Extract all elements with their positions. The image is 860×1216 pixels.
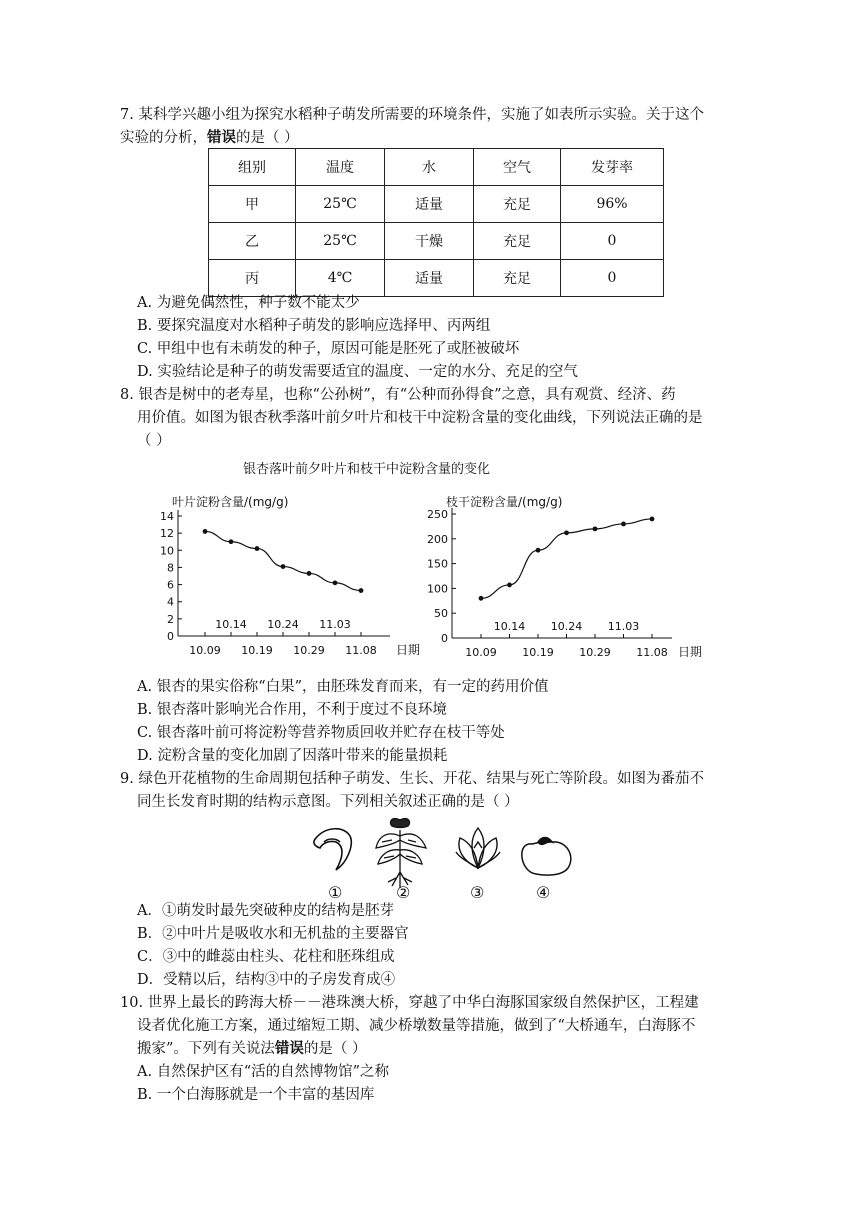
table-header-cell: 水 — [385, 149, 474, 186]
q7-option-c[interactable]: C. 甲组中也有未萌发的种子，原因可能是胚死了或胚被破坏 — [137, 341, 520, 357]
series-line — [205, 531, 361, 590]
table-header-cell: 空气 — [474, 149, 561, 186]
q10-option-b[interactable]: B. 一个白海豚就是一个丰富的基因库 — [137, 1087, 375, 1103]
x-tick-label: 10.29 — [579, 646, 611, 659]
y-axis-label: 叶片淀粉含量/(mg/g) — [172, 495, 289, 509]
y-tick-label: 12 — [160, 527, 174, 541]
x-tick-label: 11.03 — [319, 618, 351, 631]
q9-option-b[interactable]: B．②中叶片是吸收水和无机盐的主要器官 — [137, 926, 409, 942]
x-tick-label: 10.19 — [522, 646, 554, 659]
data-point — [650, 517, 655, 522]
table-row — [209, 223, 664, 260]
data-point — [281, 564, 286, 569]
table-header-cell: 组别 — [209, 149, 296, 186]
q8-stem-line3: （ ） — [137, 433, 171, 449]
table-cell: 4℃ — [296, 260, 385, 297]
y-axis-label: 枝干淀粉含量/(mg/g) — [446, 495, 563, 509]
y-tick-label: 200 — [427, 532, 448, 546]
y-tick-label: 8 — [167, 561, 174, 575]
data-point — [359, 588, 364, 593]
q10-stem-line1: 10. 世界上最长的跨海大桥－－港珠澳大桥，穿越了中华白海豚国家级自然保护区，工程建 — [120, 995, 699, 1011]
data-point — [564, 530, 569, 535]
x-tick-label: 10.14 — [215, 618, 247, 631]
table-cell: 充足 — [474, 186, 561, 223]
table-cell: 充足 — [474, 260, 561, 297]
q7-stem-line1: 7. 某科学兴趣小组为探究水稻种子萌发所需要的环境条件，实施了如表所示实验。关于这个 — [120, 107, 704, 123]
table-cell: 适量 — [385, 186, 474, 223]
data-point — [255, 546, 260, 551]
table-cell: 干燥 — [385, 223, 474, 260]
q7-option-d[interactable]: D. 实验结论是种子的萌发需要适宜的温度、一定的水分、充足的空气 — [137, 364, 578, 380]
q7-option-b[interactable]: B. 要探究温度对水稻种子萌发的影响应选择甲、丙两组 — [137, 318, 491, 334]
germinating-seed-icon — [314, 829, 351, 870]
y-tick-label: 150 — [427, 557, 448, 571]
q7-option-a[interactable]: A. 为避免偶然性，种子数不能太少 — [137, 295, 360, 311]
y-tick-label: 0 — [441, 632, 448, 645]
x-tick-label: 10.29 — [293, 644, 325, 657]
stage-label-3: ③ — [470, 883, 485, 902]
table-cell: 25℃ — [296, 186, 385, 223]
data-point — [479, 596, 484, 601]
table-header-row — [209, 149, 664, 186]
stage-label-4: ④ — [536, 883, 551, 902]
tomato-plant-icon — [376, 819, 426, 888]
y-tick-label: 0 — [167, 630, 174, 643]
x-tick-label: 11.08 — [636, 646, 668, 659]
x-axis-label: 日期 — [678, 645, 703, 659]
x-tick-label: 10.09 — [189, 644, 221, 657]
table-row — [209, 186, 664, 223]
emphasis-wrong: 错误 — [207, 129, 236, 146]
y-tick-label: 6 — [167, 578, 174, 592]
table-cell: 96% — [561, 186, 664, 223]
x-tick-label: 11.08 — [345, 644, 377, 657]
data-point — [621, 522, 626, 527]
table-cell: 乙 — [209, 223, 296, 260]
x-tick-label: 10.24 — [550, 620, 583, 633]
q9-stem-line2: 同生长发育时期的结构示意图。下列相关叙述正确的是（ ） — [137, 794, 519, 810]
data-point — [229, 539, 234, 544]
q8-option-c[interactable]: C. 银杏落叶前可将淀粉等营养物质回收并贮存在枝干等处 — [137, 725, 505, 741]
data-point — [203, 529, 208, 534]
experiment-table — [208, 148, 664, 297]
table-cell: 0 — [561, 260, 664, 297]
x-tick-label: 10.14 — [493, 620, 526, 633]
data-point — [333, 580, 338, 585]
table-row — [209, 260, 664, 297]
tomato-flower-icon — [456, 828, 500, 868]
q8-option-a[interactable]: A. 银杏的果实俗称“白果”，由胚珠发育而来，有一定的药用价值 — [137, 679, 549, 695]
q8-option-b[interactable]: B. 银杏落叶影响光合作用，不利于度过不良环境 — [137, 702, 447, 718]
y-tick-label: 250 — [427, 508, 448, 521]
q9-option-a[interactable]: A．①萌发时最先突破种皮的结构是胚芽 — [137, 903, 394, 919]
table-cell: 丙 — [209, 260, 296, 297]
q8-stem-line2: 用价值。如图为银杏秋季落叶前夕叶片和枝干中淀粉含量的变化曲线，下列说法正确的是 — [137, 410, 703, 426]
stage-label-1: ① — [328, 883, 343, 902]
q8-option-d[interactable]: D. 淀粉含量的变化加剧了因落叶带来的能量损耗 — [137, 748, 448, 764]
x-tick-label: 11.03 — [607, 620, 640, 633]
q9-stem-line1: 9. 绿色开花植物的生命周期包括种子萌发、生长、开花、结果与死亡等阶段。如图为番茄不 — [120, 771, 704, 787]
tomato-stages-figure — [300, 812, 580, 904]
branch-starch-chart — [418, 488, 708, 668]
emphasis-wrong: 错误 — [274, 1040, 304, 1057]
leaf-starch-chart — [150, 488, 421, 668]
table-header-cell: 温度 — [296, 149, 385, 186]
table-cell: 0 — [561, 223, 664, 260]
q10-stem-line2: 设者优化施工方案，通过缩短工期、减少桥墩数量等措施，做到了“大桥通车，白海豚不 — [137, 1018, 696, 1034]
q9-option-c[interactable]: C．③中的雌蕊由柱头、花柱和胚珠组成 — [137, 949, 395, 965]
y-tick-label: 50 — [434, 607, 448, 621]
table-cell: 甲 — [209, 186, 296, 223]
table-cell: 25℃ — [296, 223, 385, 260]
data-point — [593, 526, 598, 531]
x-tick-label: 10.09 — [465, 646, 497, 659]
y-tick-label: 100 — [427, 582, 448, 596]
y-tick-label: 14 — [160, 510, 174, 523]
y-tick-label: 2 — [167, 612, 174, 626]
y-tick-label: 10 — [160, 544, 174, 558]
data-point — [507, 583, 512, 588]
q9-option-d[interactable]: D．受精以后，结构③中的子房发育成④ — [137, 972, 396, 988]
data-point — [536, 548, 541, 553]
table-cell: 充足 — [474, 223, 561, 260]
q8-stem-line1: 8. 银杏是树中的老寿星，也称“公孙树”，有“公种而孙得食”之意，具有观赏、经济、药 — [120, 387, 676, 403]
data-point — [307, 571, 312, 576]
y-tick-label: 4 — [167, 595, 174, 609]
tomato-fruit-icon — [522, 838, 571, 876]
x-tick-label: 10.19 — [241, 644, 273, 657]
figure-title: 银杏落叶前夕叶片和枝干中淀粉含量的变化 — [243, 462, 491, 477]
q7-stem-line2: 实验的分析，错误的是（ ） — [120, 129, 299, 146]
stage-label-2: ② — [396, 883, 411, 902]
q10-stem-line3: 搬家”。下列有关说法错误的是（ ） — [137, 1040, 367, 1057]
q10-option-a[interactable]: A. 自然保护区有“活的自然博物馆”之称 — [137, 1064, 390, 1080]
x-axis-label: 日期 — [396, 643, 421, 657]
table-header-cell: 发芽率 — [561, 149, 664, 186]
table-cell: 适量 — [385, 260, 474, 297]
x-tick-label: 10.24 — [267, 618, 299, 631]
